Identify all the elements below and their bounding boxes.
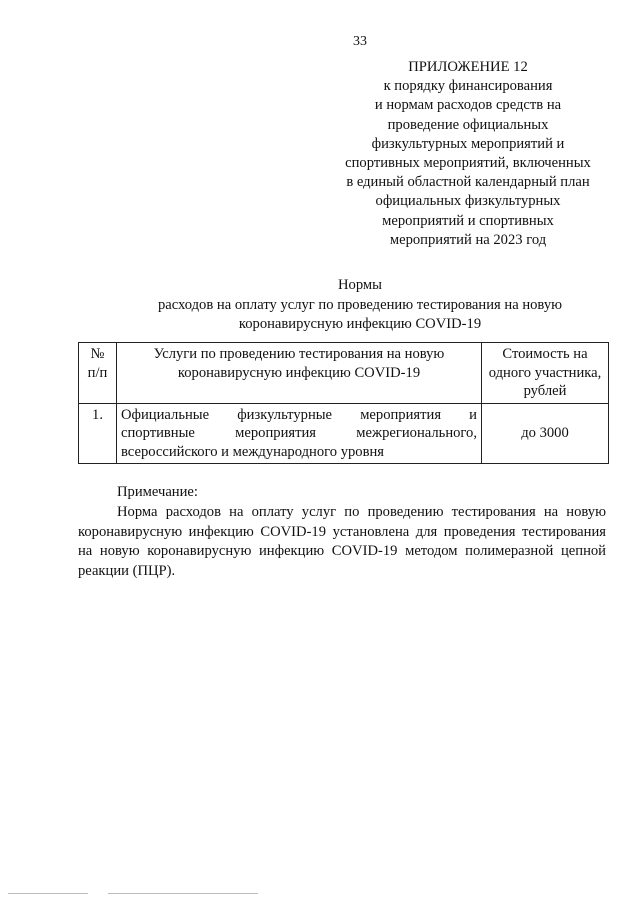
note-text: Норма расходов на оплату услуг по проведению тестирования на новую коронавирусную инфекцию COVID-19 установлена для проведения тестирования на новую коронавирусную инфекцию COVID-19 методом полимеразной цепной реакции (ПЦР). — [78, 504, 606, 579]
appendix-line: проведение официальных — [387, 116, 549, 133]
title-line: коронавирусную инфекцию COVID-19 — [238, 316, 482, 332]
row-cost: до 3000 — [482, 403, 609, 464]
note-label: Примечание: — [117, 484, 198, 500]
header-service: Услуги по проведению тестирования на новую коронавирусную инфекцию COVID-19 — [117, 343, 482, 404]
appendix-line: спортивных мероприятий, включенных — [345, 155, 591, 172]
document-title — [60, 276, 640, 335]
header-cost: Стоимость на одного участника, рублей — [482, 343, 609, 404]
page-number: 33 — [353, 34, 367, 49]
norms-table — [78, 342, 609, 464]
title-line: расходов на оплату услуг по проведению тестирования на новую — [157, 296, 563, 313]
row-service-text: Официальные физкультурные мероприятия и спортивные мероприятия межрегионального, — [121, 406, 477, 441]
appendix-title: ПРИЛОЖЕНИЕ 12 — [408, 59, 528, 75]
appendix-line: мероприятий на 2023 год — [389, 231, 547, 248]
appendix-line: и нормам расходов средств на — [374, 97, 562, 114]
table-header-row — [79, 343, 609, 404]
appendix-line: мероприятий и спортивных — [382, 212, 554, 229]
header-number: № п/п — [79, 343, 117, 404]
scan-artifact-line — [0, 893, 640, 897]
appendix-line: в единый областной календарный план — [346, 174, 590, 191]
appendix-line: физкультурных мероприятий и — [371, 135, 565, 152]
appendix-line: к порядку финансирования — [383, 78, 553, 95]
row-service-text-last: всероссийского и международного уровня — [121, 443, 385, 460]
table-row — [79, 403, 609, 464]
appendix-line: официальных физкультурных — [375, 193, 561, 210]
appendix-header — [330, 58, 606, 250]
title-heading: Нормы — [338, 277, 382, 293]
row-service — [117, 403, 482, 464]
row-number: 1. — [79, 403, 117, 464]
